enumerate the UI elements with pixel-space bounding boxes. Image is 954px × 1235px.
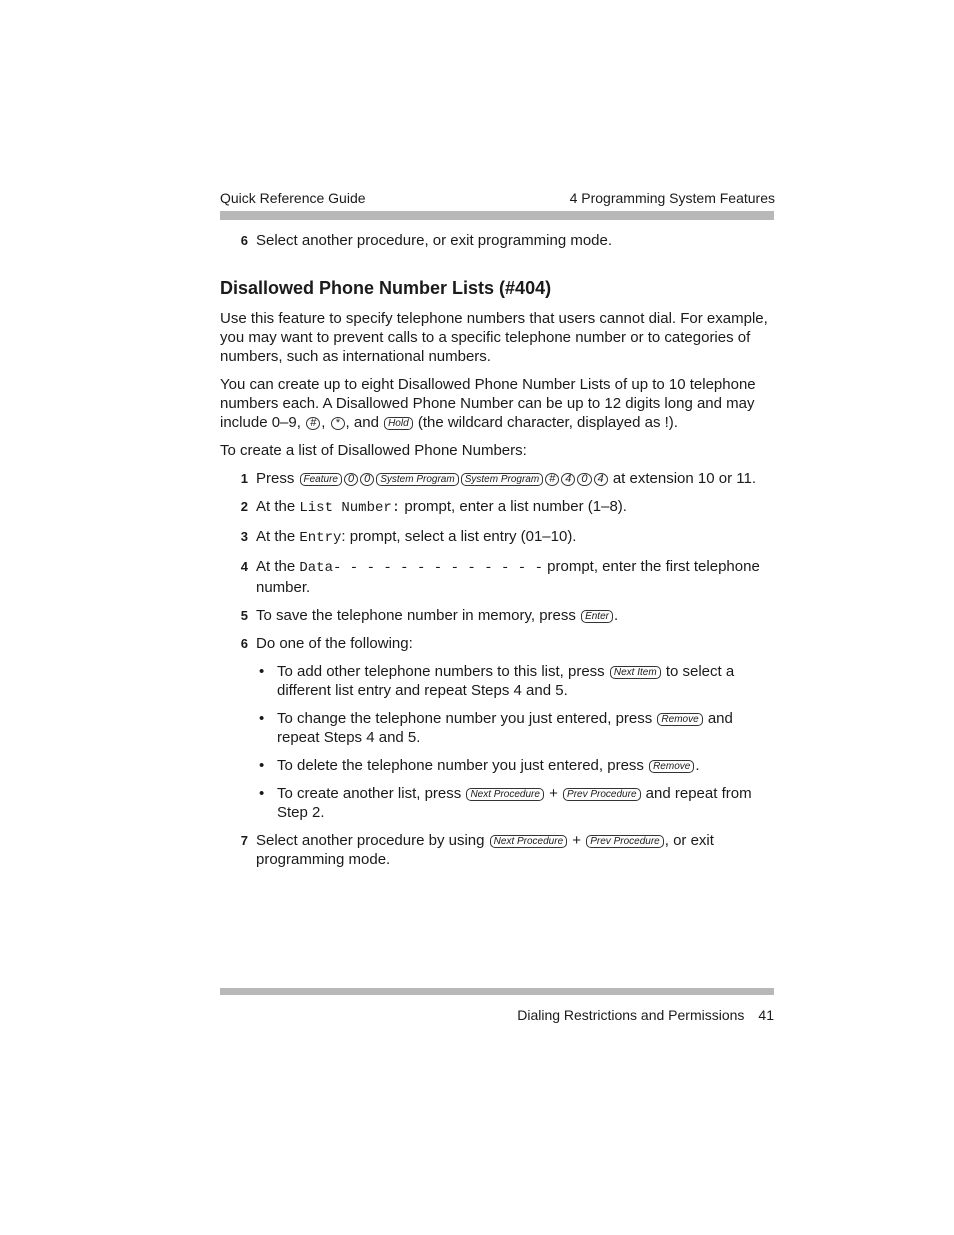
bullet1-text-a: To add other telephone numbers to this list, press	[277, 663, 609, 680]
enter-key-icon: Enter	[581, 610, 613, 623]
page-number: 41	[758, 1007, 774, 1023]
procedure-intro: To create a list of Disallowed Phone Numbers:	[220, 442, 527, 459]
list-item	[256, 709, 776, 747]
bullet3-text-a: To delete the telephone number you just entered, press	[277, 757, 649, 774]
bullet1-text-b: to select a different list entry and repeat Steps 4 and 5.	[277, 663, 735, 699]
list-item	[256, 784, 776, 822]
bullet: •	[259, 663, 265, 680]
plus-sign: +	[544, 785, 563, 802]
plus-sign: +	[568, 832, 586, 849]
step3-text-a: At the	[256, 528, 300, 545]
next-procedure-key-icon: Next Procedure	[466, 788, 543, 801]
section-title: Disallowed Phone Number Lists (#404)	[220, 278, 552, 298]
step-text: Select another procedure, or exit programming mode.	[256, 232, 613, 249]
step5-text-b: .	[613, 607, 619, 624]
step-6	[220, 634, 776, 653]
step-number: 6	[240, 233, 248, 248]
step-number: 1	[240, 471, 248, 486]
step-number: 5	[240, 608, 248, 623]
header-right: 4 Programming System Features	[569, 190, 775, 206]
step-text	[256, 497, 776, 518]
zero-key-icon: 0	[344, 473, 358, 486]
step2-text-b: prompt, enter a list number (1–8).	[400, 498, 627, 515]
page-content	[220, 231, 776, 878]
step1-text-a: Press	[256, 470, 299, 487]
bullet: •	[259, 757, 265, 774]
step-text	[256, 557, 776, 597]
step7-text-b: , or exit programming mode.	[256, 832, 714, 868]
para2-text-a: You can create up to eight Disallowed Phone Number Lists of up to 10 telephone numbers each. A Disallowed Phone Number can be up to 12 digits long and may include 0–9,	[220, 376, 756, 431]
remove-key-icon: Remove	[649, 760, 694, 773]
step-text	[256, 469, 776, 488]
step-number: 6	[240, 636, 248, 651]
pound-key-icon: #	[545, 473, 559, 486]
intro-paragraph: Use this feature to specify telephone numbers that users cannot dial. For example, you may want to prevent calls to a specific telephone number or to categories of numbers, such as international numbers.	[220, 310, 768, 365]
header-left: Quick Reference Guide	[220, 190, 366, 206]
bullet: •	[259, 710, 265, 727]
step-2	[220, 497, 776, 518]
bullet-text	[277, 756, 776, 775]
bullet-text	[277, 662, 776, 700]
bullet: •	[259, 785, 265, 802]
bullet3-text-b: .	[695, 757, 700, 774]
remove-key-icon: Remove	[657, 713, 702, 726]
pound-key-icon: #	[306, 417, 320, 430]
capacity-paragraph	[220, 375, 776, 432]
footer-rule	[220, 988, 774, 995]
options-list	[256, 662, 776, 822]
hold-key-icon: Hold	[384, 417, 413, 430]
bullet2-text-a: To change the telephone number you just entered, press	[277, 710, 657, 727]
step4-text-a: At the	[256, 558, 300, 575]
step-number: 2	[240, 499, 248, 514]
system-program-key-icon: System Program	[461, 473, 543, 486]
entry-prompt: Entry	[299, 530, 342, 546]
step-1	[220, 469, 776, 488]
footer-text: Dialing Restrictions and Permissions	[517, 1007, 745, 1023]
step-3	[220, 527, 776, 548]
step-text: Do one of the following:	[256, 635, 413, 652]
prev-procedure-key-icon: Prev Procedure	[563, 788, 640, 801]
step-text	[256, 831, 776, 869]
system-program-key-icon: System Program	[376, 473, 458, 486]
list-item	[256, 756, 776, 775]
star-key-icon: *	[331, 417, 345, 430]
step-number: 4	[240, 559, 248, 574]
list-item	[256, 662, 776, 700]
four-key-icon: 4	[561, 473, 575, 486]
step5-text-a: To save the telephone number in memory, press	[256, 607, 581, 624]
step1-text-b: at extension 10 or 11.	[608, 470, 756, 487]
four-key-icon: 4	[594, 473, 608, 486]
pre-step-6	[220, 231, 776, 250]
bullet2-text-b: and repeat Steps 4 and 5.	[277, 710, 733, 746]
step-number: 7	[240, 833, 248, 848]
step-7	[220, 831, 776, 869]
step-text	[256, 606, 776, 625]
footer	[517, 1007, 774, 1023]
bullet4-text-a: To create another list, press	[277, 785, 466, 802]
data-prompt: Data- - - - - - - - - - - - -	[299, 560, 543, 576]
step3-text-b: : prompt, select a list entry (01–10).	[341, 528, 577, 545]
para2-and: , and	[345, 414, 384, 431]
next-item-key-icon: Next Item	[610, 666, 661, 679]
para2-comma: ,	[321, 414, 330, 431]
feature-key-icon: Feature	[300, 473, 342, 486]
list-number-prompt: List Number:	[299, 500, 401, 516]
bullet4-text-b: and repeat from Step 2.	[277, 785, 752, 821]
header-rule	[220, 211, 774, 220]
bullet-text	[277, 784, 776, 822]
bullet-text	[277, 709, 776, 747]
para2-text-b: (the wildcard character, displayed as !).	[413, 414, 678, 431]
step7-text-a: Select another procedure by using	[256, 832, 489, 849]
next-procedure-key-icon: Next Procedure	[490, 835, 567, 848]
step2-text-a: At the	[256, 498, 300, 515]
step-text	[256, 527, 776, 548]
step-number: 3	[240, 529, 248, 544]
step4-text-b: prompt, enter the first telephone number.	[256, 558, 760, 596]
step-5	[220, 606, 776, 625]
zero-key-icon: 0	[360, 473, 374, 486]
prev-procedure-key-icon: Prev Procedure	[586, 835, 663, 848]
zero-key-icon: 0	[577, 473, 591, 486]
step-4	[220, 557, 776, 597]
